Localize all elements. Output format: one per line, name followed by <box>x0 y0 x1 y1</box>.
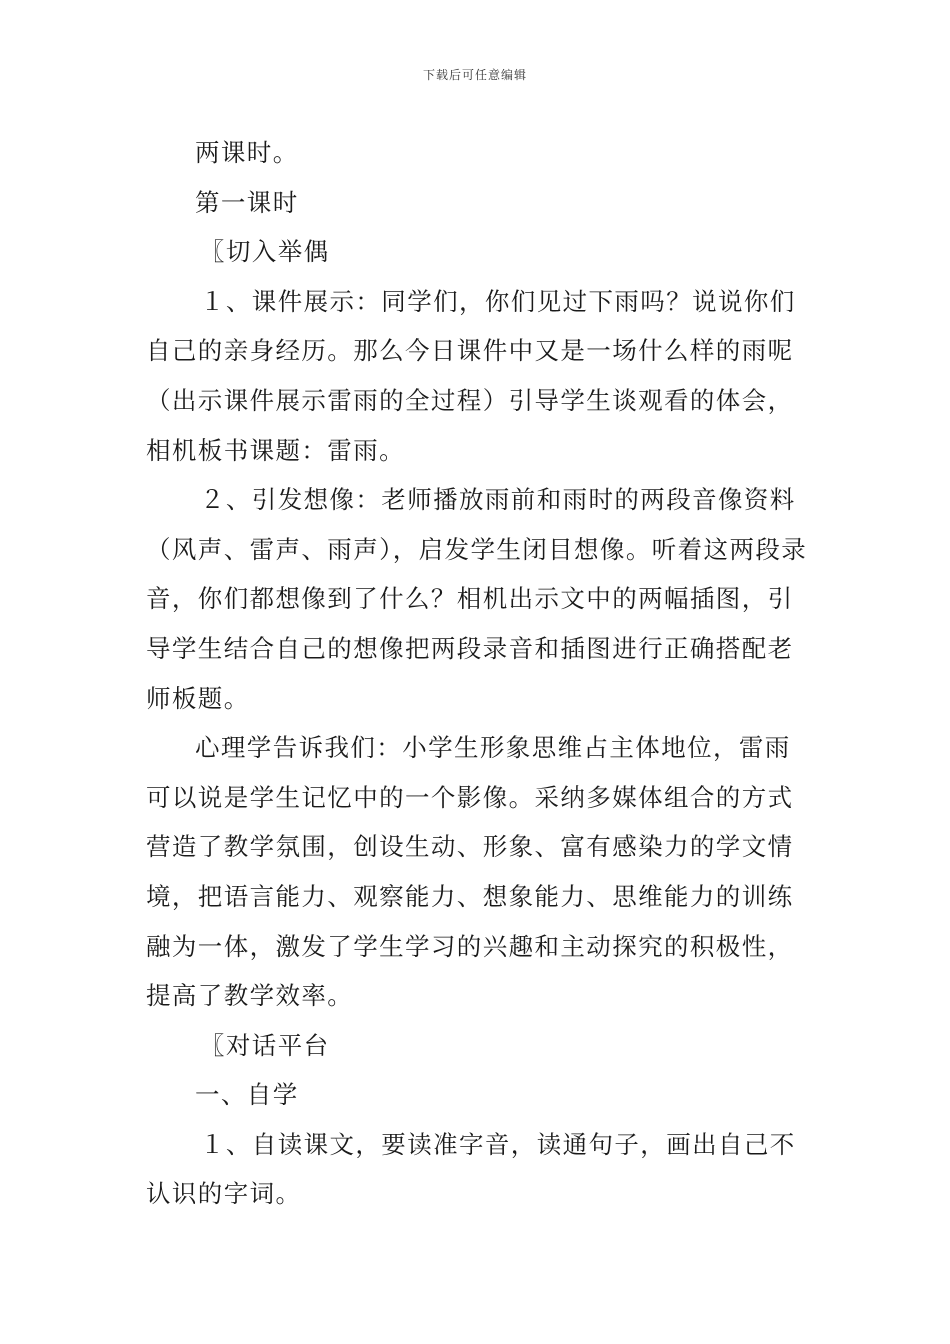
paragraph-item-2-imagination: ２、引发想像：老师播放雨前和雨时的两段音像资料（风声、雷声、雨声），启发学生闭目想像。听着这两段录音，你们都想像到了什么？相机出示文中的两幅插图，引导学生结合自己的想像把两段录音和插图进行正确搭配老师板题。 <box>146 485 808 713</box>
document-body <box>146 128 810 1219</box>
paragraph-section-intro-heading: 〖切入举偶 <box>200 237 330 267</box>
paragraph-psychology-note: 心理学告诉我们：小学生形象思维占主体地位，雷雨可以说是学生记忆中的一个影像。采纳多媒体组合的方式营造了教学氛围，创设生动、形象、富有感染力的学文情境，把语言能力、观察能力、想象能力、思维能力的训练融为一体，激发了学生学习的兴趣和主动探究的积极性，提高了教学效率。 <box>146 733 794 1011</box>
paragraph-lesson-count: 两课时。 <box>195 138 299 167</box>
paragraph-self-study-heading: 一、自学 <box>195 1080 299 1110</box>
page-header: 下载后可任意编辑 <box>422 68 527 82</box>
paragraph-section-dialogue-heading: 〖对话平台 <box>200 1030 330 1060</box>
paragraph-self-study-item-1: １、自读课文，要读准字音，读通句子，画出自己不认识的字词。 <box>146 1129 796 1209</box>
paragraph-first-lesson-heading: 第一课时 <box>195 187 299 217</box>
paragraph-item-1-courseware: １、课件展示：同学们，你们见过下雨吗？说说你们自己的亲身经历。那么今日课件中又是一场什么样的雨呢（出示课件展示雷雨的全过程）引导学生谈观看的体会，相机板书课题：雷雨。 <box>146 286 796 465</box>
